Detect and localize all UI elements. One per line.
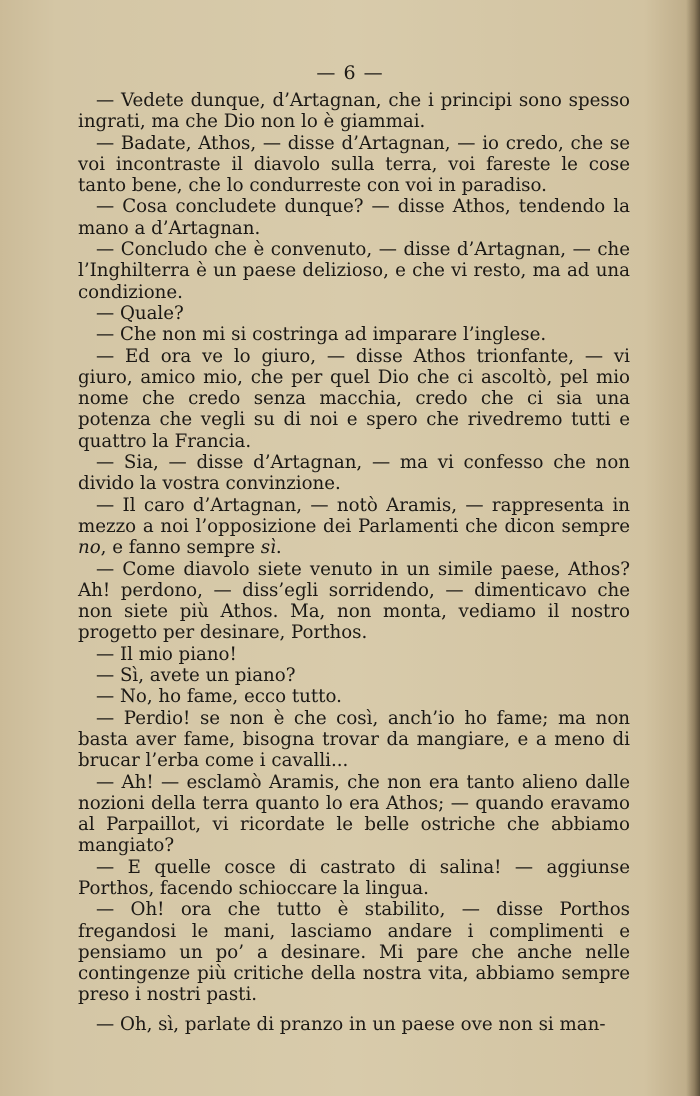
paragraph: [78, 303, 630, 324]
text-run: — Come diavolo siete venuto in un simile paese, Athos? Ah! perdono, — diss’egli sorridendo, — dimenticavo che non siete più Athos. Ma, non monta, vediamo il nostro progetto per desinare, Porthos.: [78, 558, 630, 644]
paragraph: [78, 686, 630, 707]
paragraph: [78, 452, 630, 495]
text-run: — Ed ora ve lo giuro, — disse Athos trionfante, — vi giuro, amico mio, che per quel Dio che ci ascoltò, pel mio nome che credo senza macchia, credo che ci sia una potenza che vegli su di noi e spero che rivedremo tutti e quattro la Francia.: [78, 345, 630, 452]
italic-text: sì: [260, 537, 276, 559]
paragraph: [78, 324, 630, 345]
text-run: — Quale?: [96, 302, 184, 324]
page-edge-shadow: [686, 0, 700, 1096]
text-run: — Sì, avete un piano?: [96, 665, 296, 687]
text-run: — Vedete dunque, d’Artagnan, che i principi sono spesso ingrati, ma che Dio non lo è giammai.: [78, 90, 630, 133]
text-run: — Concludo che è convenuto, — disse d’Artagnan, — che l’Inghilterra è un paese delizioso, e che vi resto, ma ad una condizione.: [78, 239, 630, 303]
text-run: — Cosa concludete dunque? — disse Athos, tendendo la mano a d’Artagnan.: [78, 196, 630, 239]
paragraph: [78, 644, 630, 665]
italic-text: no: [78, 537, 101, 559]
text-run: — Perdio! se non è che così, anch’io ho fame; ma non basta aver fame, bisogna trovar da mangiare, e a meno di brucar l’erba come i cavalli...: [78, 707, 630, 772]
page-number: — 6 —: [316, 62, 384, 84]
paragraph: [78, 90, 630, 133]
paragraph: [78, 346, 630, 452]
text-run: — Il mio piano!: [96, 643, 237, 665]
paragraph: [78, 772, 630, 857]
text-run: — Il caro d’Artagnan, — notò Aramis, — rappresenta in mezzo a noi l’opposizione dei Parlamenti che dicon sempre: [78, 494, 630, 537]
paragraph: [78, 708, 630, 772]
text-run: — Badate, Athos, — disse d’Artagnan, — io credo, che se voi incontraste il diavolo sulla terra, voi fareste le cose tanto bene, che lo condurreste con voi in paradiso.: [78, 132, 630, 197]
paragraph: [78, 857, 630, 900]
text-run: — Oh! ora che tutto è stabilito, — disse Porthos fregandosi le mani, lasciamo andare i complimenti e pensiamo un po’ a desinare. Mi pare che anche nelle contingenze più critiche della nostra vita, abbiamo sempre preso i nostri pasti.: [78, 899, 630, 1006]
text-run: — Che non mi si costringa ad imparare l’inglese.: [96, 324, 547, 346]
text-run: — No, ho fame, ecco tutto.: [96, 686, 342, 708]
page-text: [78, 90, 630, 1035]
text-run: — E quelle cosce di castrato di salina! — aggiunse Porthos, facendo schioccare la lingua.: [78, 856, 630, 899]
text-run: — Oh, sì, parlate di pranzo in un paese ove non si man-: [96, 1013, 606, 1035]
paragraph: [78, 899, 630, 1005]
text-run: — Sia, — disse d’Artagnan, — ma vi confesso che non divido la vostra convinzione.: [78, 452, 630, 495]
paragraph: [78, 665, 630, 686]
paragraph: [78, 1014, 630, 1035]
text-run: — Ah! — esclamò Aramis, che non era tanto alieno dalle nozioni della terra quanto lo era Athos; — quando eravamo al Parpaillot, vi ricordate le belle ostriche che abbiamo mangiato?: [78, 771, 630, 857]
paragraph: [78, 133, 630, 197]
paragraph: [78, 559, 630, 644]
paragraph: [78, 495, 630, 559]
text-run: .: [275, 537, 282, 559]
paragraph: [78, 239, 630, 303]
text-run: , e fanno sempre: [100, 537, 261, 559]
paragraph: [78, 196, 630, 239]
